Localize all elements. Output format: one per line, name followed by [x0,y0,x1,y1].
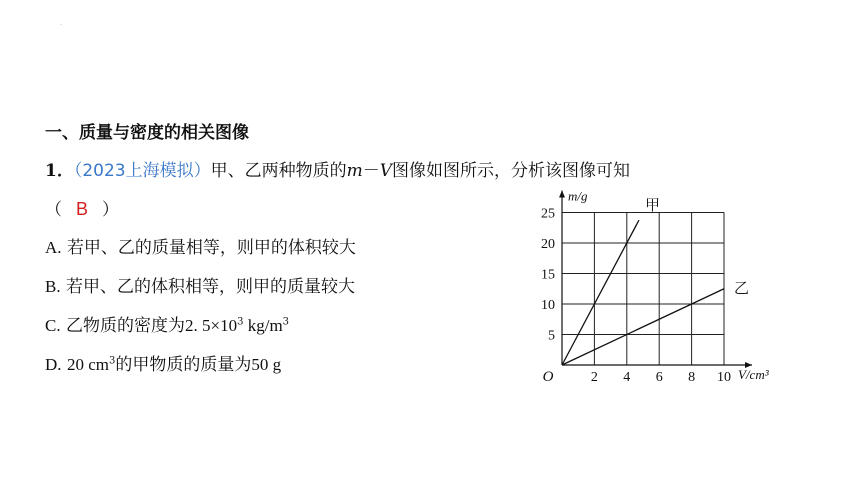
x-tick-label: 2 [590,370,598,385]
option-c[interactable] [45,311,289,336]
series-line-2 [562,289,724,365]
answer-value: B [76,199,89,219]
m-v-chart [520,175,795,395]
option-d-value: 20 cm [66,355,109,374]
option-b[interactable] [45,272,355,297]
question-text-b: 图像如图所示，分析该图像可知 [392,161,631,181]
option-b-text: 若甲、乙的体积相等，则甲的质量较大 [66,277,355,297]
y-tick-label: 20 [541,237,555,252]
question-text-a: 甲、乙两种物质的 [210,161,347,181]
series-line-1 [562,220,639,365]
option-d[interactable] [45,350,281,375]
y-axis-label: m/g [568,188,588,204]
option-d-value2: 50 g [251,355,282,374]
series-label-2: 乙 [734,280,750,297]
question-source: （2023上海模拟） [73,161,211,181]
y-tick-label: 5 [548,328,555,344]
y-tick-label: 10 [541,298,555,313]
option-a[interactable] [45,233,356,258]
x-tick-label: 4 [623,370,631,385]
option-d-exp: 3 [108,355,116,367]
answer-open-paren: （ [45,200,62,220]
option-c-text: 乙物质的密度为 [66,316,185,336]
option-d-text: 的甲物质的质量为 [115,355,252,375]
y-tick-label: 25 [541,206,555,222]
x-axis-label: V/cm³ [738,367,769,382]
option-a-text: 若甲、乙的质量相等，则甲的体积较大 [66,238,356,258]
answer-line [45,195,119,220]
series-label-1: 甲 [644,198,660,215]
option-c-unit-exp: 3 [282,316,290,328]
y-tick-label: 15 [541,267,555,283]
option-a-label: A. [45,238,62,257]
math-m: m [346,161,363,181]
option-c-label: C. [45,316,61,335]
math-dash: － [362,161,380,181]
option-b-label: B. [45,277,61,296]
header-dot: · [60,22,62,29]
option-c-value: 2. 5×10 [185,316,238,335]
option-d-label: D. [45,355,62,374]
y-axis-arrow [559,191,565,198]
origin-label: O [542,369,554,385]
section-title: 一、质量与密度的相关图像 [45,123,249,143]
math-v: V [379,161,393,181]
x-tick-label: 10 [717,370,731,385]
x-tick-label: 8 [688,370,696,385]
option-c-unit: kg/m [243,316,283,335]
question-number: 1． [45,161,74,181]
answer-close-paren: ） [102,200,120,220]
x-tick-label: 6 [655,370,663,385]
option-c-exp: 3 [237,316,244,328]
